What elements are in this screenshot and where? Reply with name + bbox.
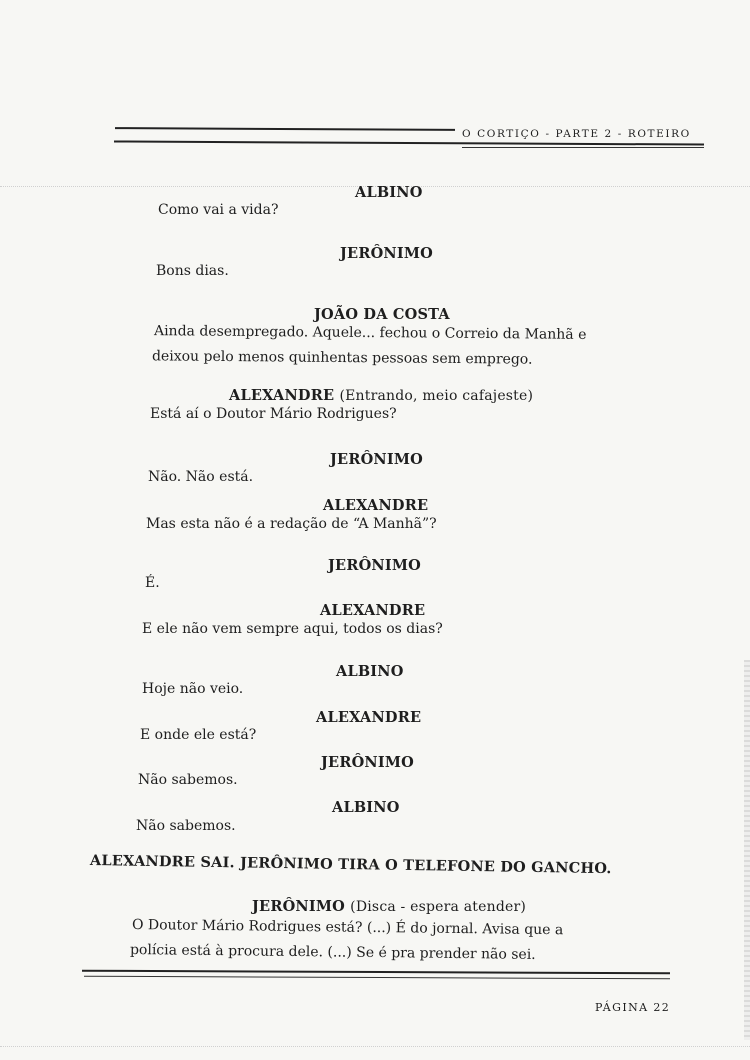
- scan-edge-artifact: [744, 660, 750, 1040]
- dialogue-line: É.: [145, 575, 160, 591]
- speaker-name: JOÃO DA COSTA: [314, 306, 450, 323]
- dialogue-line: deixou pelo menos quinhentas pessoas sem emprego.: [151, 348, 533, 368]
- speaker-name: ALEXANDRE: [316, 709, 422, 726]
- dialogue-line: Mas esta não é a redação de “A Manhã”?: [146, 516, 437, 532]
- dialogue-line: E ele não vem sempre aqui, todos os dias?: [142, 621, 443, 637]
- speaker-with-direction: [229, 387, 533, 404]
- speaker-name: JERÔNIMO: [340, 245, 433, 262]
- header-title: O CORTIÇO - PARTE 2 - ROTEIRO: [462, 128, 691, 140]
- dialogue-line: Como vai a vida?: [158, 202, 279, 218]
- action-line: ALEXANDRE SAI. JERÔNIMO TIRA O TELEFONE DO GANCHO.: [89, 852, 612, 878]
- speaker-name: JERÔNIMO: [321, 754, 414, 771]
- speaker-with-direction: [252, 898, 526, 915]
- header-rule: [114, 140, 704, 145]
- scan-artifact-line: [0, 1046, 750, 1047]
- dialogue-line: O Doutor Mário Rodrigues está? (...) É do jornal. Avisa que a: [131, 917, 564, 939]
- speaker-name: JERÔNIMO: [252, 898, 345, 915]
- speaker-name: ALEXANDRE: [229, 387, 335, 404]
- speaker-name: ALBINO: [332, 799, 400, 816]
- stage-direction: (Entrando, meio cafajeste): [339, 388, 534, 404]
- header-rule-left: [115, 127, 455, 131]
- page-number: PÁGINA 22: [595, 1001, 671, 1014]
- dialogue-line: Está aí o Doutor Mário Rodrigues?: [150, 406, 397, 422]
- dialogue-line: E onde ele está?: [140, 727, 257, 743]
- dialogue-line: Bons dias.: [156, 263, 229, 279]
- speaker-name: ALEXANDRE: [320, 602, 426, 619]
- speaker-name: ALBINO: [336, 663, 404, 680]
- footer-rule: [82, 970, 670, 975]
- dialogue-line: polícia está à procura dele. (...) Se é pra prender não sei.: [129, 942, 536, 963]
- speaker-name: JERÔNIMO: [330, 451, 423, 468]
- header-rule-thin: [462, 147, 704, 148]
- dialogue-line: Não sabemos.: [136, 818, 236, 834]
- speaker-name: JERÔNIMO: [328, 557, 421, 574]
- stage-direction: (Disca - espera atender): [350, 899, 527, 915]
- dialogue-line: Não sabemos.: [138, 772, 238, 788]
- dialogue-line: Hoje não veio.: [142, 681, 244, 697]
- footer-rule-thin: [84, 976, 670, 980]
- dialogue-line: Ainda desempregado. Aquele... fechou o Correio da Manhã e: [153, 323, 587, 343]
- speaker-name: ALEXANDRE: [323, 497, 429, 514]
- speaker-name: ALBINO: [355, 184, 423, 201]
- dialogue-line: Não. Não está.: [148, 469, 254, 485]
